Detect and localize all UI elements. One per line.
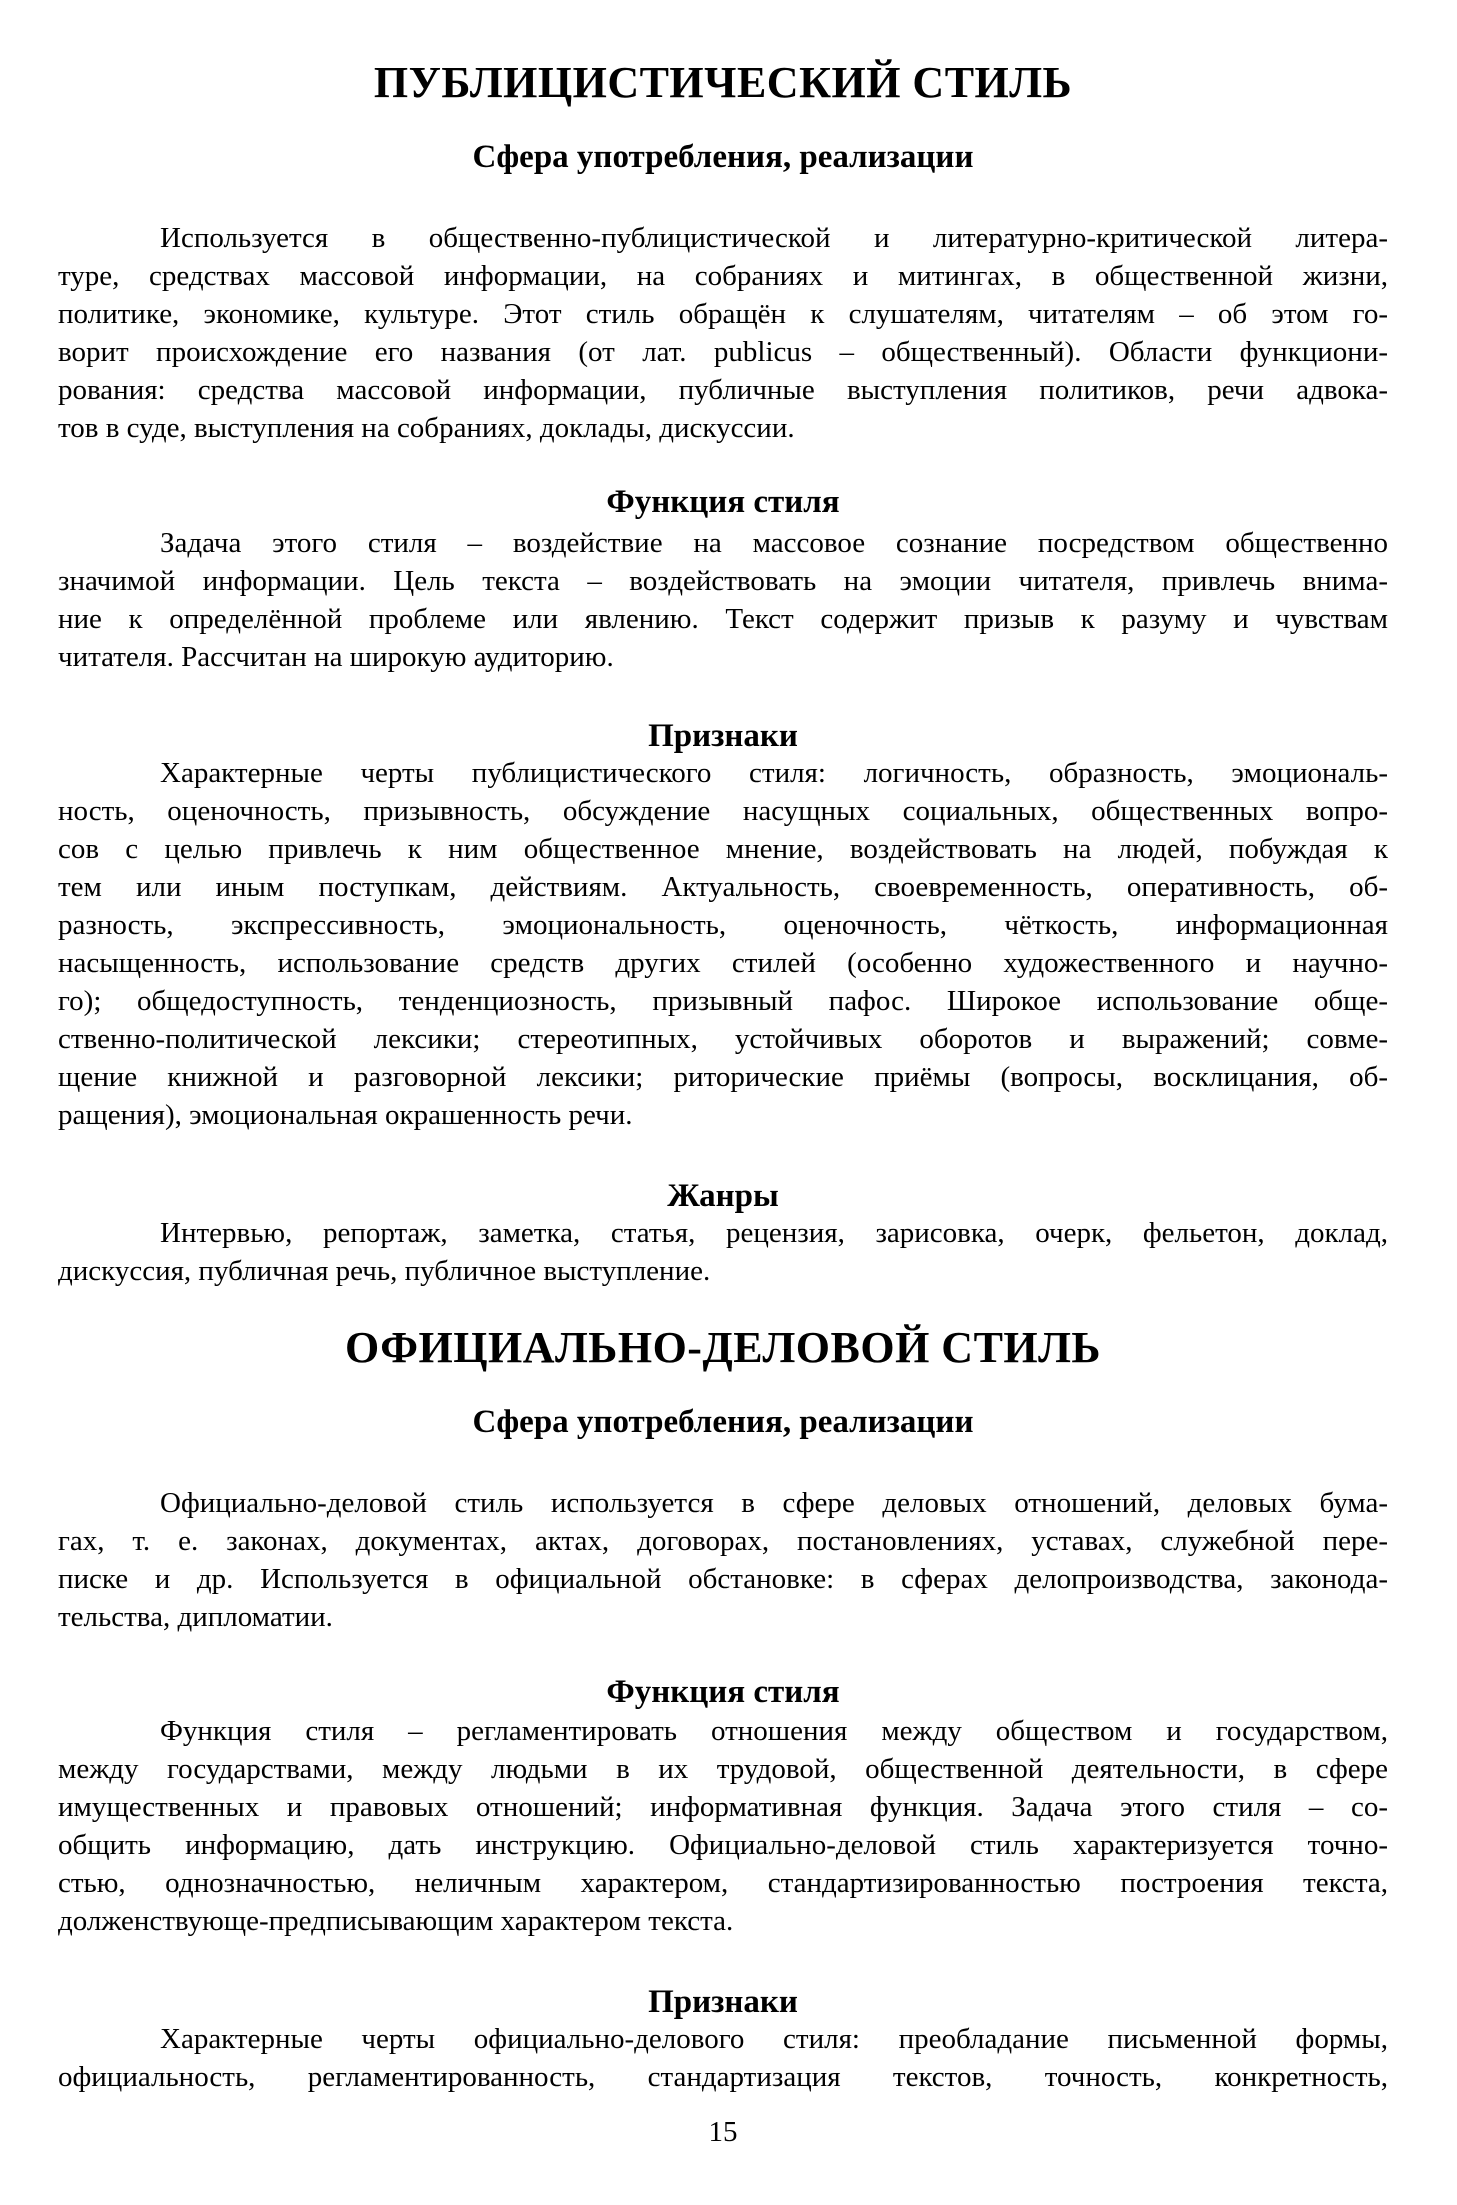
paragraph-line: Используется в общественно-публицистической и литературно-критической литера-	[160, 222, 1388, 254]
section-title-publicistic-style: ПУБЛИЦИСТИЧЕСКИЙ СТИЛЬ	[373, 58, 1073, 107]
paragraph-line: Функция стиля – регламентировать отношения между обществом и государством,	[160, 1715, 1388, 1747]
heading-sphere-of-use-2: Сфера употребления, реализации	[472, 1404, 974, 1440]
paragraph-line: Задача этого стиля – воздействие на массовое сознание посредством общественно	[160, 527, 1388, 559]
paragraph-sphere-of-use-2	[58, 1484, 1388, 1636]
paragraph-line: долженствующе-предписывающим характером текста.	[58, 1905, 734, 1937]
paragraph-line: между государствами, между людьми в их трудовой, общественной деятельности, в сфере	[58, 1753, 1388, 1785]
paragraph-line: официальность, регламентированность, стандартизация текстов, точность, конкретность,	[58, 2061, 1388, 2093]
section-title-official-business-style: ОФИЦИАЛЬНО-ДЕЛОВОЙ СТИЛЬ	[344, 1323, 1102, 1372]
paragraph-line: ность, оценочность, призывность, обсуждение насущных социальных, общественных вопро-	[58, 795, 1388, 827]
paragraph-sphere-of-use-1	[58, 219, 1388, 447]
paragraph-line: Характерные черты официально-делового стиля: преобладание письменной формы,	[160, 2023, 1388, 2055]
paragraph-features-1	[58, 754, 1388, 1134]
heading-genres: Жанры	[667, 1178, 779, 1214]
paragraph-line: щение книжной и разговорной лексики; риторические приёмы (вопросы, восклицания, об-	[58, 1061, 1388, 1093]
paragraph-line: стью, однозначностью, неличным характером, стандартизированностью построения текста,	[58, 1867, 1388, 1899]
paragraph-line: значимой информации. Цель текста – воздействовать на эмоции читателя, привлечь внима-	[58, 565, 1388, 597]
heading-features-1: Признаки	[648, 718, 798, 754]
paragraph-line: сов с целью привлечь к ним общественное мнение, воздействовать на людей, побуждая к	[58, 833, 1388, 865]
paragraph-line: ворит происхождение его названия (от лат. publicus – общественный). Области функциони-	[58, 336, 1388, 368]
paragraph-line: тельства, дипломатии.	[58, 1601, 333, 1633]
paragraph-style-function-1	[58, 524, 1388, 676]
paragraph-line: политике, экономике, культуре. Этот стиль обращён к слушателям, читателям – об этом го-	[58, 298, 1388, 330]
paragraph-line: ственно-политической лексики; стереотипных, устойчивых оборотов и выражений; совме-	[58, 1023, 1388, 1055]
paragraph-line: гах, т. е. законах, документах, актах, договорах, постановлениях, уставах, служебной пере-	[58, 1525, 1388, 1557]
page-number: 15	[708, 2116, 738, 2148]
paragraph-line: Характерные черты публицистического стиля: логичность, образность, эмоциональ-	[160, 757, 1388, 789]
paragraph-line: Официально-деловой стиль используется в сфере деловых отношений, деловых бума-	[160, 1487, 1388, 1519]
heading-style-function-2: Функция стиля	[606, 1674, 840, 1710]
paragraph-genres	[58, 1214, 1388, 1290]
paragraph-line: Интервью, репортаж, заметка, статья, рецензия, зарисовка, очерк, фельетон, доклад,	[160, 1217, 1388, 1249]
paragraph-line: рования: средства массовой информации, публичные выступления политиков, речи адвока-	[58, 374, 1388, 406]
paragraph-line: го); общедоступность, тенденциозность, призывный пафос. Широкое использование обще-	[58, 985, 1388, 1017]
paragraph-line: ние к определённой проблеме или явлению. Текст содержит призыв к разуму и чувствам	[58, 603, 1388, 635]
paragraph-line: разность, экспрессивность, эмоциональность, оценочность, чёткость, информационная	[58, 909, 1388, 941]
paragraph-line: имущественных и правовых отношений; информативная функция. Задача этого стиля – со-	[58, 1791, 1388, 1823]
paragraph-features-2	[58, 2020, 1388, 2096]
paragraph-line: туре, средствах массовой информации, на собраниях и митингах, в общественной жизни,	[58, 260, 1388, 292]
heading-features-2: Признаки	[648, 1984, 798, 2020]
heading-sphere-of-use-1: Сфера употребления, реализации	[472, 139, 974, 175]
paragraph-line: тем или иным поступкам, действиям. Актуальность, своевременность, оперативность, об-	[58, 871, 1388, 903]
paragraph-line: насыщенность, использование средств других стилей (особенно художественного и научно-	[58, 947, 1388, 979]
paragraph-line: дискуссия, публичная речь, публичное выступление.	[58, 1255, 711, 1287]
paragraph-line: читателя. Рассчитан на широкую аудиторию.	[58, 641, 614, 673]
paragraph-line: ращения), эмоциональная окрашенность речи.	[58, 1099, 633, 1131]
heading-style-function-1: Функция стиля	[606, 484, 840, 520]
paragraph-style-function-2	[58, 1712, 1388, 1940]
paragraph-line: общить информацию, дать инструкцию. Официально-деловой стиль характеризуется точно-	[58, 1829, 1388, 1861]
paragraph-line: писке и др. Используется в официальной обстановке: в сферах делопроизводства, законода-	[58, 1563, 1388, 1595]
paragraph-line: тов в суде, выступления на собраниях, доклады, дискуссии.	[58, 412, 795, 444]
